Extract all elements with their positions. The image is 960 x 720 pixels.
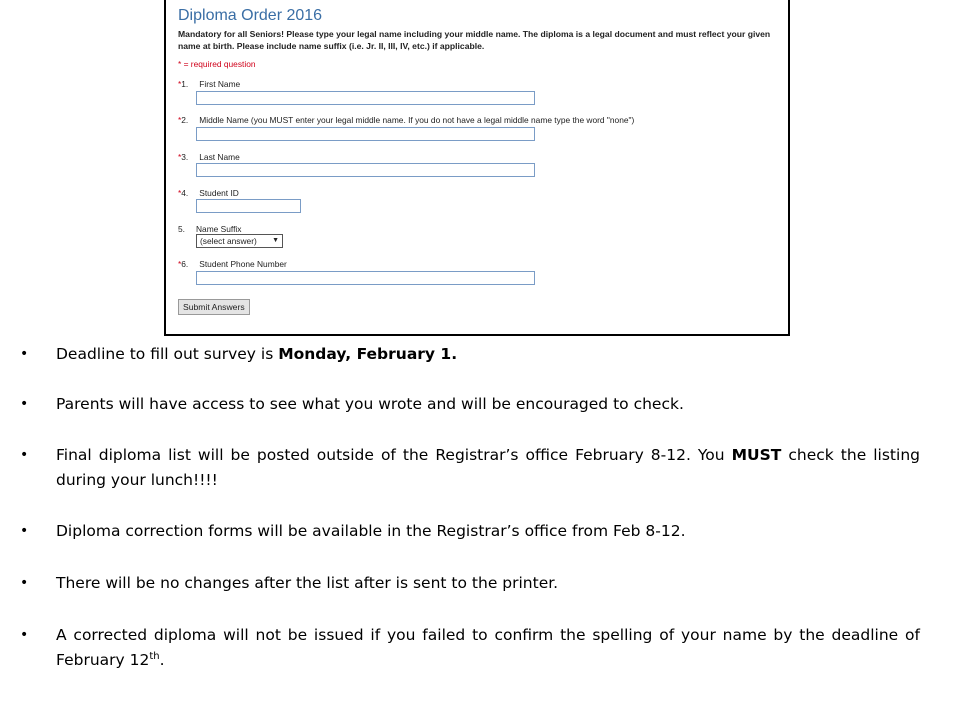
bullet: •	[20, 346, 29, 362]
question-label: Last Name	[199, 152, 240, 162]
note-text: Diploma correction forms will be available in the Registrar’s office from Feb 8-12.	[56, 522, 686, 540]
question-label: Student Phone Number	[199, 259, 287, 269]
form-title: Diploma Order 2016	[178, 7, 323, 24]
question-label: First Name	[199, 79, 241, 89]
bullet: •	[20, 523, 29, 539]
last-name-input[interactable]	[196, 163, 535, 177]
note-text-part: check the listing during your lunch!!!!	[56, 446, 920, 489]
note-emphasis: Monday, February 1.	[278, 345, 458, 363]
form-intro: Mandatory for all Seniors! Please type your legal name including your middle name. The diploma is a legal document and must reflect your given name at birth. Please include name suffix (i.e. Jr. II, III, IV, etc.) if applicable.	[178, 29, 771, 51]
note-text: There will be no changes after the list after is sent to the printer.	[56, 574, 559, 592]
name-suffix-select[interactable]	[196, 234, 283, 248]
required-star: *	[178, 79, 182, 89]
question-student-id	[178, 188, 239, 198]
question-label: Name Suffix	[196, 224, 242, 234]
question-number: 6.	[181, 259, 189, 269]
ordinal-suffix: th	[149, 650, 160, 662]
note-text	[56, 342, 920, 367]
note-text-part: Final diploma list will be posted outside of the Registrar’s office February 8-12. You	[56, 446, 732, 464]
question-number: 5.	[178, 224, 185, 234]
diploma-order-form	[164, 0, 790, 336]
bullet: •	[20, 447, 29, 463]
question-middle-name	[178, 115, 634, 125]
question-label: Middle Name (you MUST enter your legal middle name. If you do not have a legal middle name type the word "none")	[199, 115, 635, 125]
note-text	[56, 443, 920, 493]
note-text-part: A corrected diploma will not be issued if you failed to confirm the spelling of your name by the deadline of February 12	[56, 626, 920, 669]
dropdown-arrow-icon: ▼	[272, 237, 279, 244]
question-number: 4.	[181, 188, 189, 198]
note-text-part: .	[159, 651, 165, 669]
question-name-suffix	[178, 224, 241, 234]
note-emphasis: MUST	[731, 446, 782, 464]
middle-name-input[interactable]	[196, 127, 535, 141]
note-text: Parents will have access to see what you wrote and will be encouraged to check.	[56, 395, 684, 413]
bullet: •	[20, 396, 29, 412]
required-star: *	[178, 152, 182, 162]
question-first-name	[178, 79, 240, 89]
question-last-name	[178, 152, 240, 162]
phone-number-input[interactable]	[196, 271, 535, 285]
required-star: *	[178, 115, 182, 125]
required-star: *	[178, 259, 182, 269]
question-label: Student ID	[199, 188, 239, 198]
first-name-input[interactable]	[196, 91, 535, 105]
note-text-part: Deadline to fill out survey is	[56, 345, 279, 363]
required-note: * = required question	[178, 59, 256, 69]
question-number: 2.	[181, 115, 189, 125]
bullet: •	[20, 627, 29, 643]
submit-answers-button[interactable]: Submit Answers	[178, 299, 250, 315]
question-phone	[178, 259, 287, 269]
bullet: •	[20, 575, 29, 591]
question-number: 3.	[181, 152, 189, 162]
question-number: 1.	[181, 79, 189, 89]
select-value: (select answer)	[200, 236, 257, 246]
note-text	[56, 623, 920, 673]
required-star: *	[178, 188, 182, 198]
student-id-input[interactable]	[196, 199, 301, 213]
